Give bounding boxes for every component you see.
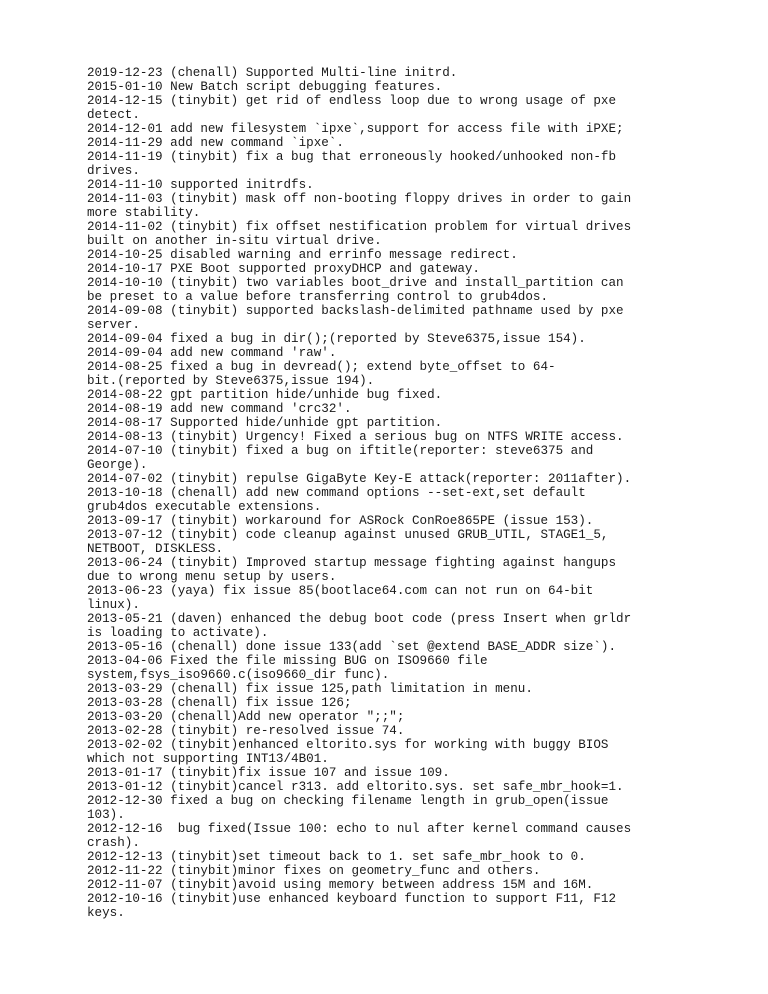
changelog-line: 2013-05-21 (daven) enhanced the debug boot code (press Insert when grldr: [87, 612, 632, 626]
changelog-line: 2014-11-03 (tinybit) mask off non-booting floppy drives in order to gain: [87, 192, 632, 206]
changelog-line: 2013-07-12 (tinybit) code cleanup against unused GRUB_UTIL, STAGE1_5,: [87, 528, 609, 542]
changelog-line: 2013-03-29 (chenall) fix issue 125,path limitation in menu.: [87, 682, 533, 696]
changelog-line: more stability.: [87, 206, 201, 220]
changelog-line: 2013-01-12 (tinybit)cancel r313. add eltorito.sys. set safe_mbr_hook=1.: [87, 780, 624, 794]
changelog-line: 2014-11-29 add new command `ipxe`.: [87, 136, 344, 150]
changelog-line: 2013-01-17 (tinybit)fix issue 107 and issue 109.: [87, 766, 450, 780]
changelog-line: detect.: [87, 108, 140, 122]
changelog-line: NETBOOT, DISKLESS.: [87, 542, 224, 556]
changelog-line: 2014-12-15 (tinybit) get rid of endless loop due to wrong usage of pxe: [87, 94, 617, 108]
changelog-line: built on another in-situ virtual drive.: [87, 234, 382, 248]
changelog-line: 2014-10-10 (tinybit) two variables boot_drive and install_partition can: [87, 276, 624, 290]
changelog-line: 2014-09-04 fixed a bug in dir();(reported by Steve6375,issue 154).: [87, 332, 586, 346]
changelog-line: 2012-12-16 bug fixed(Issue 100: echo to nul after kernel command causes: [87, 822, 632, 836]
changelog-line: 2012-11-22 (tinybit)minor fixes on geometry_func and others.: [87, 864, 541, 878]
changelog-line: George).: [87, 458, 148, 472]
changelog-line: 2013-03-28 (chenall) fix issue 126;: [87, 696, 352, 710]
changelog-line: linux).: [87, 598, 140, 612]
changelog-line: 2014-08-22 gpt partition hide/unhide bug fixed.: [87, 388, 443, 402]
changelog-line: be preset to a value before transferring control to grub4dos.: [87, 290, 549, 304]
changelog-line: which not supporting INT13/4B01.: [87, 752, 329, 766]
changelog-line: 2013-03-20 (chenall)Add new operator ";;";: [87, 710, 405, 724]
changelog-line: 2014-07-02 (tinybit) repulse GigaByte Key-E attack(reporter: 2011after).: [87, 472, 632, 486]
changelog-line: bit.(reported by Steve6375,issue 194).: [87, 374, 375, 388]
changelog-line: server.: [87, 318, 140, 332]
changelog-line: is loading to activate).: [87, 626, 269, 640]
changelog-line: 2014-07-10 (tinybit) fixed a bug on iftitle(reporter: steve6375 and: [87, 444, 594, 458]
changelog-line: 2013-04-06 Fixed the file missing BUG on ISO9660 file: [87, 654, 488, 668]
changelog-line: 2014-09-04 add new command 'raw'.: [87, 346, 337, 360]
changelog-line: 2013-05-16 (chenall) done issue 133(add `set @extend BASE_ADDR size`).: [87, 640, 617, 654]
changelog-line: 2014-08-13 (tinybit) Urgency! Fixed a serious bug on NTFS WRITE access.: [87, 430, 624, 444]
changelog-line: 2013-06-23 (yaya) fix issue 85(bootlace64.com can not run on 64-bit: [87, 584, 594, 598]
changelog-line: 2014-11-10 supported initrdfs.: [87, 178, 314, 192]
changelog-line: 2013-02-02 (tinybit)enhanced eltorito.sys for working with buggy BIOS: [87, 738, 609, 752]
changelog-line: 2012-12-13 (tinybit)set timeout back to 1. set safe_mbr_hook to 0.: [87, 850, 586, 864]
changelog-line: 2013-09-17 (tinybit) workaround for ASRock ConRoe865PE (issue 153).: [87, 514, 594, 528]
changelog-line: crash).: [87, 836, 140, 850]
changelog-line: 2014-08-19 add new command 'crc32'.: [87, 402, 352, 416]
changelog-line: 2014-12-01 add new filesystem `ipxe`,support for access file with iPXE;: [87, 122, 624, 136]
changelog-line: 2014-11-19 (tinybit) fix a bug that erroneously hooked/unhooked non-fb: [87, 150, 617, 164]
changelog-line: 2014-08-17 Supported hide/unhide gpt partition.: [87, 416, 443, 430]
changelog-line: 2012-11-07 (tinybit)avoid using memory between address 15M and 16M.: [87, 878, 594, 892]
changelog-line: system,fsys_iso9660.c(iso9660_dir func).: [87, 668, 390, 682]
changelog-line: 2019-12-23 (chenall) Supported Multi-line initrd.: [87, 66, 458, 80]
changelog-line: 2014-08-25 fixed a bug in devread(); extend byte_offset to 64-: [87, 360, 556, 374]
changelog-line: 2012-10-16 (tinybit)use enhanced keyboard function to support F11, F12: [87, 892, 617, 906]
changelog-line: 2015-01-10 New Batch script debugging features.: [87, 80, 443, 94]
changelog-line: drives.: [87, 164, 140, 178]
changelog-line: due to wrong menu setup by users.: [87, 570, 337, 584]
changelog-line: 2013-10-18 (chenall) add new command options --set-ext,set default: [87, 486, 586, 500]
changelog-line: 2012-12-30 fixed a bug on checking filename length in grub_open(issue: [87, 794, 609, 808]
changelog-document: [87, 66, 687, 920]
changelog-line: grub4dos executable extensions.: [87, 500, 322, 514]
changelog-line: 2014-09-08 (tinybit) supported backslash-delimited pathname used by pxe: [87, 304, 624, 318]
changelog-line: 103).: [87, 808, 125, 822]
changelog-line: 2014-11-02 (tinybit) fix offset nestification problem for virtual drives: [87, 220, 632, 234]
changelog-line: 2014-10-25 disabled warning and errinfo message redirect.: [87, 248, 518, 262]
changelog-line: 2014-10-17 PXE Boot supported proxyDHCP and gateway.: [87, 262, 480, 276]
changelog-line: keys.: [87, 906, 125, 920]
changelog-line: 2013-06-24 (tinybit) Improved startup message fighting against hangups: [87, 556, 617, 570]
changelog-line: 2013-02-28 (tinybit) re-resolved issue 74.: [87, 724, 405, 738]
